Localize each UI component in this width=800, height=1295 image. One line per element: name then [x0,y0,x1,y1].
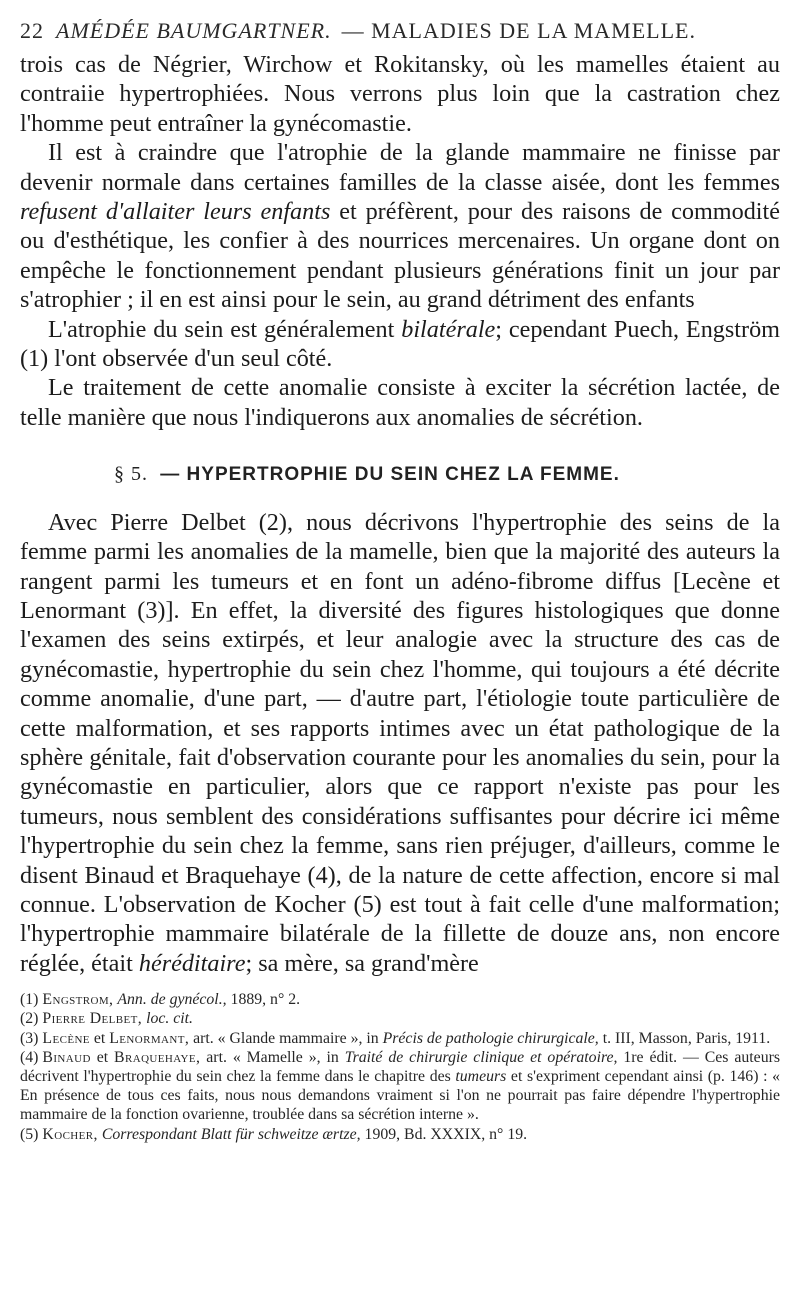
footnote-4 [20,1048,780,1125]
section-number: § 5. [114,463,148,486]
footnote-2-title: loc. cit. [146,1010,193,1028]
footnote-4-mark: (4) [20,1048,39,1066]
paragraph-5-part1: Avec Pierre Delbet (2), nous décrivons l'hypertrophie des seins de la femme parmi les anomalies de la mamelle, bien que la majorité des auteurs la rangent parmi les tumeurs et en font un adéno-fibrome diffus [Lecène et Lenormant (3)]. En effet, la diversité des figures histologiques que donne l'examen des seins extirpés, et leur analogie avec la structure des cas de gynécomastie, hypertrophie du sein chez l'homme, qui toujours a été décrite comme anomalie, d'une part, — d'autre part, l'étiologie toute particulière de cette malformation, et ses rapports intimes avec un état pathologique de la sphère génitale, fait d'observation courante pour les anomalies du sein, pour la gynécomastie en particulier, alors que ce rapport n'existe pas pour les tumeurs, nous semblent des considérations suffisantes pour décrire ici même l'hypertrophie du sein chez la femme, sans rien préjuger, d'ailleurs, comme le disent Binaud et Braquehaye (4), de la nature de cette affection, encore si mal connue. L'observation de Kocher (5) est tout à fait celle d'une malformation; l'hypertrophie mammaire bilatérale de la fillette de douze ans, non encore réglée, était [20,508,780,977]
footnote-3-title: Précis de pathologie chirurgicale, [382,1029,599,1047]
footnote-5-title: Correspondant Blatt für schweitze ærtze, [101,1125,361,1143]
footnote-5-author: Kocher, [42,1125,98,1143]
footnote-3-rest2: t. III, Masson, Paris, 1911. [598,1029,771,1047]
paragraph-2 [20,138,780,314]
paragraph-1: trois cas de Négrier, Wirchow et Rokitansky, où les mamelles étaient au contraiie hypertrophiées. Nous verrons plus loin que la castration chez l'homme peut entraîner la gynécomastie. [20,51,780,137]
running-head-author: AMÉDÉE BAUMGARTNER. [56,18,332,43]
footnote-4-middle: et [90,1048,115,1066]
footnote-1 [20,990,780,1009]
paragraph-2-italic: refusent d'allaiter leurs enfants [20,198,331,226]
footnote-2-author: Pierre Delbet, [42,1010,143,1028]
footnote-3-author2: Lenormant, [109,1029,190,1047]
footnote-1-title: Ann. de gynécol., [117,991,227,1009]
running-head-title: — MALADIES DE LA MAMELLE. [341,18,696,43]
paragraph-2-before: Il est à craindre que l'atrophie de la glande mammaire ne finisse par devenir normale dans certaines familles de la classe aisée, dont les femmes [20,139,780,196]
footnote-5-rest: 1909, Bd. XXXIX, n° 19. [360,1125,528,1143]
paragraph-4: Le traitement de cette anomalie consiste à exciter la sécrétion lactée, de telle manière que nous l'indiquerons aux anomalies de sécrétion. [20,374,780,431]
footnote-4-title: Traité de chirurgie clinique et opératoire, [344,1048,618,1066]
footnote-1-author: Engstrom, [42,991,114,1009]
running-head [20,18,780,44]
main-text [20,50,780,978]
footnote-3-rest: art. « Glande mammaire », in [189,1029,383,1047]
footnote-1-mark: (1) [20,991,39,1009]
footnote-5-mark: (5) [20,1125,39,1143]
book-page [20,18,780,1144]
footnote-1-rest: 1889, n° 2. [226,991,301,1009]
page-number: 22 [20,18,44,43]
paragraph-2-after: et préfèrent, pour des raisons de commodité ou d'esthétique, les confier à des nourrices mercenaires. Un organe dont on empêche le fonctionnement pendant plusieurs générations finit un jour par s'atrophier ; il en est ainsi pour le sein, au grand détriment des enfants [20,198,780,314]
paragraph-3 [20,315,780,374]
footnote-3-middle: et [89,1029,110,1047]
footnote-2-mark: (2) [20,1010,39,1028]
footnote-3-mark: (3) [20,1029,39,1047]
paragraph-3-italic: bilatérale [401,315,496,343]
paragraph-5-italic: héréditaire [138,949,246,977]
paragraph-3-after: ; cependant Puech, Engström (1) l'ont observée d'un seul côté. [20,315,780,373]
footnote-4-author: Binaud [42,1048,91,1066]
footnote-4-author2: Braquehaye, [114,1048,201,1066]
paragraph-3-before: L'atrophie du sein est généralement [48,315,402,343]
footnote-4-title2: tumeurs [455,1068,507,1085]
footnote-5 [20,1125,780,1144]
paragraph-5 [20,508,780,979]
footnote-4-rest3: et s'expriment cependant ainsi (p. 146) : « En présence de tous ces faits, nous nous demandons vraiment si l'on ne pourrait pas faire dépendre l'hypertrophie mammaire de la fonction ovarienne, troublée dans sa sécrétion interne ». [20,1068,781,1124]
footnote-3-author: Lecène [42,1029,90,1047]
section-title: — HYPERTROPHIE DU SEIN CHEZ LA FEMME. [160,464,620,486]
footnotes [20,990,780,1144]
footnote-4-rest2: 1re édit. — Ces auteurs décrivent l'hypertrophie du sein chez la femme dans le chapitre des [20,1048,780,1085]
section-heading [20,460,780,489]
footnote-4-rest: art. « Mamelle », in [200,1048,345,1066]
paragraph-5-part2: ; sa mère, sa grand'mère [245,949,479,977]
footnote-3 [20,1029,780,1048]
footnote-2 [20,1009,780,1028]
